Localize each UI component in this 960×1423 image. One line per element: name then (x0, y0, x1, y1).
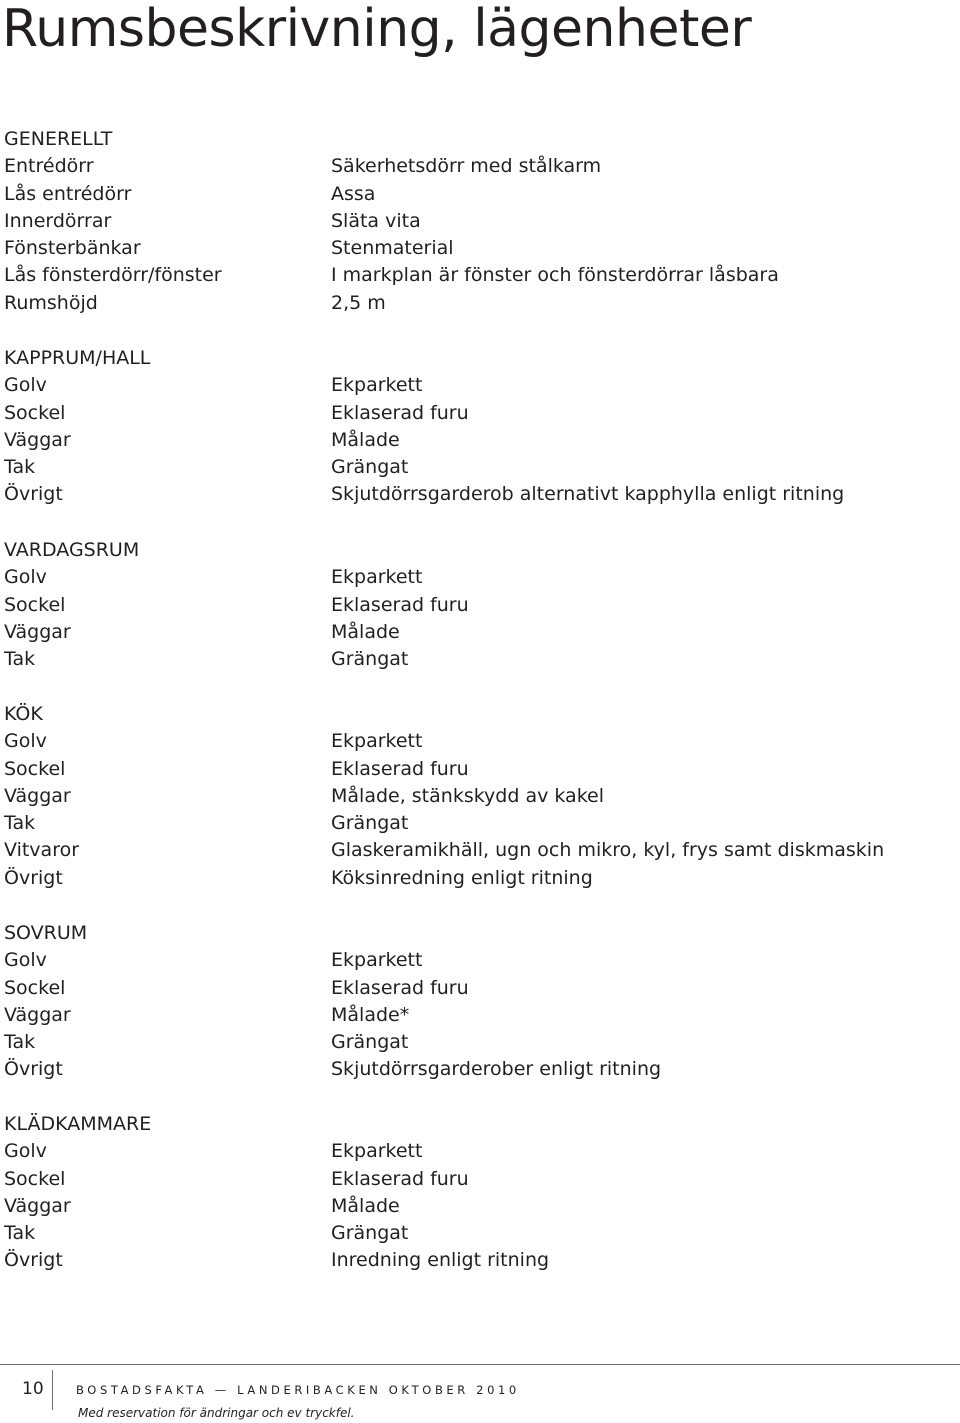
spec-value: Stenmaterial (331, 237, 454, 260)
spec-label: Golv (4, 730, 47, 753)
spec-row (0, 810, 960, 837)
spec-row (0, 592, 960, 619)
spec-label: Väggar (4, 1003, 71, 1026)
spec-label: Innerdörrar (4, 209, 112, 232)
spec-value: Målade* (331, 1003, 410, 1026)
spec-value: Ekparkett (331, 949, 423, 972)
spec-row (0, 837, 960, 864)
spec-value: Grängat (331, 456, 409, 479)
spec-label: Tak (4, 1031, 36, 1054)
spec-row (0, 262, 960, 289)
spec-value: Målade, stänkskydd av kakel (331, 784, 604, 807)
spec-row (0, 290, 960, 317)
spec-label: Väggar (4, 620, 71, 643)
spec-value: Skjutdörrsgarderober enligt ritning (331, 1058, 662, 1081)
section-heading: KÖK (4, 703, 43, 725)
spec-value: Skjutdörrsgarderob alternativt kapphylla enligt ritning (331, 483, 845, 506)
spec-label: Golv (4, 949, 47, 972)
spec-value: Glaskeramikhäll, ugn och mikro, kyl, frys samt diskmaskin (331, 839, 885, 862)
spec-value: Ekparkett (331, 566, 423, 589)
spec-label: Sockel (4, 1167, 66, 1190)
spec-value: I markplan är fönster och fönsterdörrar låsbara (331, 264, 779, 287)
spec-row (0, 947, 960, 974)
spec-value: Eklaserad furu (331, 757, 469, 780)
spec-label: Övrigt (4, 866, 63, 889)
spec-row (0, 564, 960, 591)
spec-row (0, 1138, 960, 1165)
spec-label: Tak (4, 812, 36, 835)
spec-value: Målade (331, 1194, 400, 1217)
section-heading: GENERELLT (4, 128, 113, 150)
spec-value: 2,5 m (331, 291, 386, 314)
footer-separator (52, 1370, 53, 1410)
spec-label: Övrigt (4, 1249, 63, 1272)
spec-value: Ekparkett (331, 1140, 423, 1163)
spec-value: Eklaserad furu (331, 976, 469, 999)
spec-label: Väggar (4, 1194, 71, 1217)
spec-label: Tak (4, 1222, 36, 1245)
spec-label: Väggar (4, 784, 71, 807)
spec-value: Grängat (331, 648, 409, 671)
spec-label: Tak (4, 456, 36, 479)
section-kok (0, 701, 960, 892)
spec-label: Vitvaror (4, 839, 80, 862)
spec-row (0, 400, 960, 427)
footer-brand: BOSTADSFAKTA — LANDERIBACKEN OKTOBER 2010 (76, 1383, 520, 1397)
spec-value: Eklaserad furu (331, 401, 469, 424)
section-heading: SOVRUM (4, 922, 88, 944)
spec-value: Grängat (331, 812, 409, 835)
spec-label: Sockel (4, 593, 66, 616)
spec-value: Säkerhetsdörr med stålkarm (331, 155, 602, 178)
spec-row (0, 1247, 960, 1274)
spec-row (0, 1193, 960, 1220)
spec-label: Rumshöjd (4, 291, 98, 314)
section-kladkammare (0, 1111, 960, 1275)
section-vardagsrum (0, 537, 960, 673)
spec-value: Grängat (331, 1222, 409, 1245)
spec-row (0, 153, 960, 180)
spec-row (0, 646, 960, 673)
spec-value: Ekparkett (331, 374, 423, 397)
section-sovrum (0, 920, 960, 1084)
spec-row (0, 728, 960, 755)
spec-value: Släta vita (331, 209, 421, 232)
spec-row (0, 1220, 960, 1247)
spec-row (0, 975, 960, 1002)
spec-row (0, 756, 960, 783)
spec-row (0, 1056, 960, 1083)
spec-label: Sockel (4, 976, 66, 999)
spec-label: Golv (4, 1140, 47, 1163)
spec-value: Köksinredning enligt ritning (331, 866, 593, 889)
spec-value: Ekparkett (331, 730, 423, 753)
spec-value: Målade (331, 428, 400, 451)
spec-row (0, 454, 960, 481)
spec-label: Väggar (4, 428, 71, 451)
spec-value: Målade (331, 620, 400, 643)
page-title: Rumsbeskrivning, lägenheter (2, 0, 752, 59)
spec-row (0, 783, 960, 810)
spec-label: Sockel (4, 757, 66, 780)
spec-row (0, 1002, 960, 1029)
page-number: 10 (22, 1379, 44, 1399)
spec-label: Golv (4, 374, 47, 397)
spec-label: Övrigt (4, 1058, 63, 1081)
spec-label: Lås entrédörr (4, 182, 132, 205)
spec-label: Lås fönsterdörr/fönster (4, 264, 222, 287)
spec-row (0, 481, 960, 508)
spec-row (0, 427, 960, 454)
spec-row (0, 181, 960, 208)
section-generellt (0, 126, 960, 317)
spec-label: Golv (4, 566, 47, 589)
spec-value: Grängat (331, 1031, 409, 1054)
spec-value: Eklaserad furu (331, 593, 469, 616)
spec-label: Sockel (4, 401, 66, 424)
spec-row (0, 235, 960, 262)
section-heading: VARDAGSRUM (4, 539, 140, 561)
spec-row (0, 1166, 960, 1193)
spec-row (0, 619, 960, 646)
spec-row (0, 208, 960, 235)
spec-value: Eklaserad furu (331, 1167, 469, 1190)
section-kapprum-hall (0, 345, 960, 509)
spec-label: Fönsterbänkar (4, 237, 141, 260)
footer-divider (0, 1364, 960, 1365)
section-heading: KAPPRUM/HALL (4, 347, 151, 369)
spec-row (0, 1029, 960, 1056)
spec-label: Övrigt (4, 483, 63, 506)
spec-row (0, 865, 960, 892)
spec-value: Assa (331, 182, 376, 205)
spec-label: Entrédörr (4, 155, 94, 178)
spec-row (0, 372, 960, 399)
section-heading: KLÄDKAMMARE (4, 1113, 152, 1135)
spec-label: Tak (4, 648, 36, 671)
spec-value: Inredning enligt ritning (331, 1249, 550, 1272)
footer-disclaimer: Med reservation för ändringar och ev tryckfel. (78, 1406, 355, 1420)
